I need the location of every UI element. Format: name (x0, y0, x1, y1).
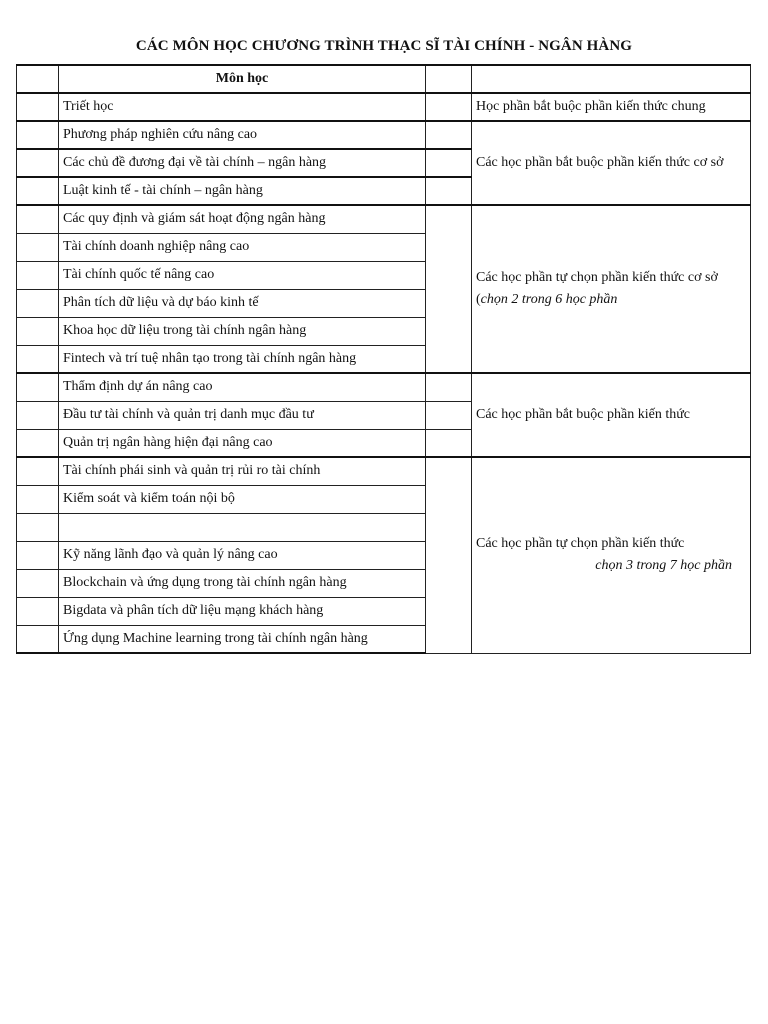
subject-cell: Blockchain và ứng dụng trong tài chính ngân hàng (59, 569, 426, 597)
number-cell (17, 625, 59, 653)
number-cell (17, 569, 59, 597)
credit-cell (426, 93, 472, 121)
subject-cell: Ứng dụng Machine learning trong tài chính ngân hàng (59, 625, 426, 653)
number-cell (17, 541, 59, 569)
subject-cell: Kỹ năng lãnh đạo và quản lý nâng cao (59, 541, 426, 569)
number-cell (17, 317, 59, 345)
table-header-row (17, 65, 751, 93)
subject-cell: Thẩm định dự án nâng cao (59, 373, 426, 401)
subject-cell: Phương pháp nghiên cứu nâng cao (59, 121, 426, 149)
number-cell (17, 513, 59, 541)
subject-cell: Quản trị ngân hàng hiện đại nâng cao (59, 429, 426, 457)
subject-cell: Tài chính phái sinh và quản trị rủi ro tài chính (59, 457, 426, 485)
number-cell (17, 121, 59, 149)
subject-cell: Tài chính doanh nghiệp nâng cao (59, 233, 426, 261)
header-group-cell (472, 65, 751, 93)
subject-cell: Fintech và trí tuệ nhân tạo trong tài chính ngân hàng (59, 345, 426, 373)
table-row (17, 205, 751, 233)
group-cell (472, 457, 751, 653)
subject-cell: Luật kinh tế - tài chính – ngân hàng (59, 177, 426, 205)
group-cell (472, 205, 751, 373)
header-credit-cell (426, 65, 472, 93)
credit-cell (426, 149, 472, 177)
credit-cell (426, 177, 472, 205)
group-label: Các học phần tự chọn phần kiến thức cơ sở ( (476, 270, 718, 307)
number-cell (17, 177, 59, 205)
subject-cell: Đầu tư tài chính và quản trị danh mục đầu tư (59, 401, 426, 429)
subject-cell: Các quy định và giám sát hoạt động ngân hàng (59, 205, 426, 233)
number-cell (17, 205, 59, 233)
group-cell: Các học phần bắt buộc phần kiến thức (472, 373, 751, 457)
subject-cell (59, 513, 426, 541)
number-cell (17, 457, 59, 485)
number-cell (17, 401, 59, 429)
number-cell (17, 289, 59, 317)
group-cell: Học phần bắt buộc phần kiến thức chung (472, 93, 751, 121)
credit-cell (426, 373, 472, 401)
number-cell (17, 345, 59, 373)
credit-cell (426, 401, 472, 429)
number-cell (17, 261, 59, 289)
header-number-cell (17, 65, 59, 93)
curriculum-table (16, 64, 751, 654)
table-row (17, 121, 751, 149)
number-cell (17, 149, 59, 177)
subject-cell: Phân tích dữ liệu và dự báo kinh tế (59, 289, 426, 317)
subject-cell: Bigdata và phân tích dữ liệu mạng khách hàng (59, 597, 426, 625)
subject-cell: Khoa học dữ liệu trong tài chính ngân hàng (59, 317, 426, 345)
group-note: chọn 2 trong 6 học phần (480, 292, 618, 307)
number-cell (17, 93, 59, 121)
group-note: chọn 3 trong 7 học phần (595, 558, 732, 574)
credit-cell (426, 121, 472, 149)
number-cell (17, 597, 59, 625)
subject-cell: Kiểm soát và kiểm toán nội bộ (59, 485, 426, 513)
subject-cell: Các chủ đề đương đại về tài chính – ngân hàng (59, 149, 426, 177)
number-cell (17, 429, 59, 457)
subject-cell: Tài chính quốc tế nâng cao (59, 261, 426, 289)
header-subject-cell: Môn học (59, 65, 426, 93)
subject-cell: Triết học (59, 93, 426, 121)
group-label: Các học phần tự chọn phần kiến thức (476, 536, 685, 552)
credit-cell (426, 457, 472, 653)
table-row (17, 93, 751, 121)
table-row (17, 457, 751, 485)
credit-cell (426, 429, 472, 457)
credit-cell (426, 205, 472, 373)
number-cell (17, 485, 59, 513)
number-cell (17, 373, 59, 401)
number-cell (17, 233, 59, 261)
group-cell: Các học phần bắt buộc phần kiến thức cơ sở (472, 121, 751, 205)
table-row (17, 373, 751, 401)
page-title: CÁC MÔN HỌC CHƯƠNG TRÌNH THẠC SĨ TÀI CHÍNH - NGÂN HÀNG (135, 38, 633, 54)
